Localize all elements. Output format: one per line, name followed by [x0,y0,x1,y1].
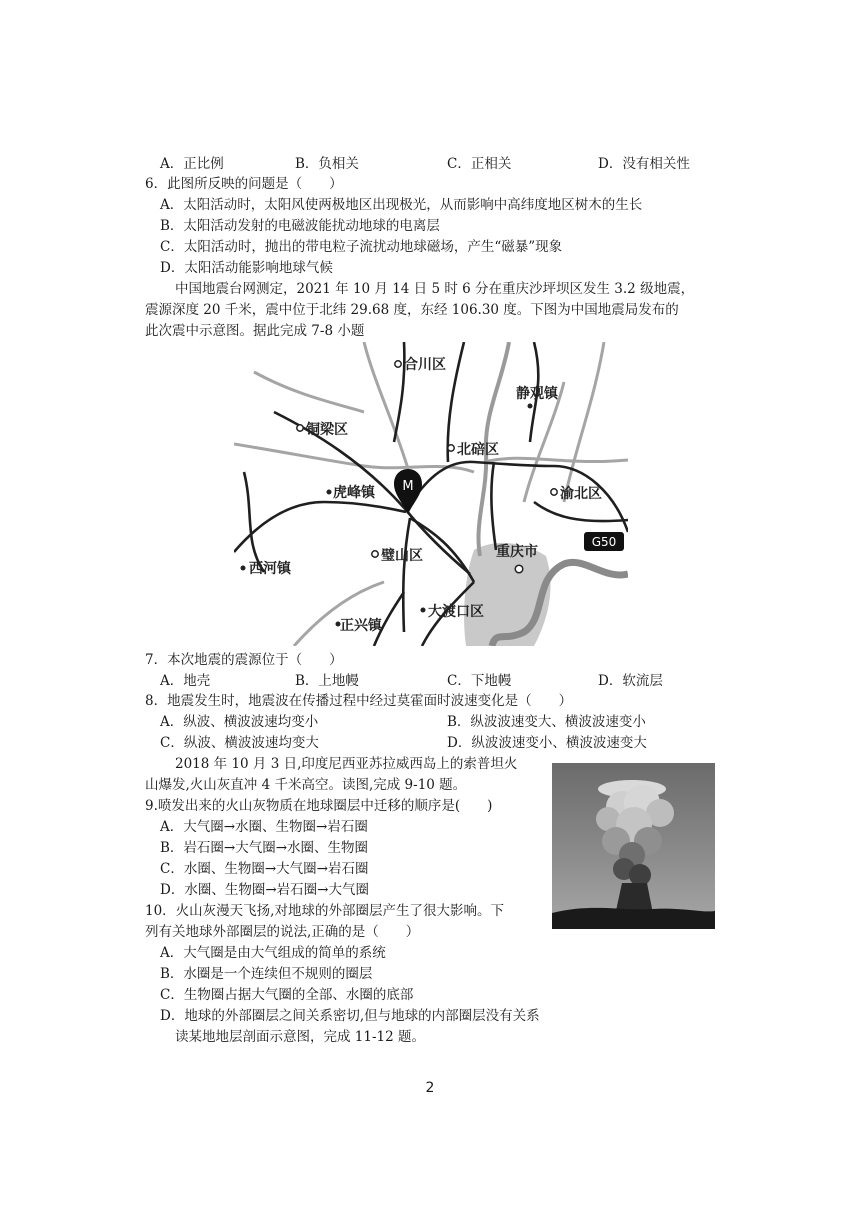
q5-option-a: A．正比例 [160,156,224,172]
map-label-jingguan: 静观镇 [516,386,558,402]
q7-option-b: B．上地幔 [295,673,359,689]
q8-option-b: B．纵波波速变大、横波波速变小 [447,714,646,730]
q6-option-b: B．太阳活动发射的电磁波能扰动地球的电离层 [160,218,440,234]
q10-option-d: D．地球的外部圈层之间关系密切,但与地球的内部圈层没有关系 [160,1008,540,1024]
q9-stem: 9.喷发出来的火山灰物质在地球圈层中迁移的顺序是( ) [145,798,493,814]
map-label-xihe: 西河镇 [249,561,291,577]
q6-stem: 6．此图所反映的问题是（ ） [145,176,343,192]
map-label-zhengxing: 正兴镇 [340,618,382,634]
q10-stem-line2: 列有关地球外部圈层的说法,正确的是（ ） [145,924,420,940]
q7-option-a: A．地壳 [160,673,211,689]
page-number: 2 [425,1080,435,1096]
map-label-hechuan: 合川区 [404,357,446,373]
map-label-tongliang: 铜梁区 [306,422,348,438]
volcano-photo-svg [552,763,715,929]
map-label-beibei: 北碚区 [457,442,499,458]
q5-option-c: C．正相关 [447,156,512,172]
q8-options-row2 [160,733,700,753]
q6-option-d: D．太阳活动能影响地球气候 [160,260,333,276]
map-label-yubei: 渝北区 [560,486,602,502]
q6-option-a: A．太阳活动时，太阳风使两极地区出现极光，从而影响中高纬度地区树木的生长 [160,197,643,213]
map-label-hufeng: 虎峰镇 [333,485,375,501]
q9-option-c: C．水圈、生物圈→大气圈→岩石圈 [160,861,369,877]
q8-stem: 8．地震发生时，地震波在传播过程中经过莫霍面时波速变化是（ ） [145,693,573,709]
q10-stem-line1: 10．火山灰漫天飞扬,对地球的外部圈层产生了很大影响。下 [145,903,504,919]
epicenter-map [234,342,628,646]
map-label-chongqing: 重庆市 [496,544,538,560]
volcano-eruption-photo [552,763,715,929]
q8-options-row1 [160,712,700,732]
intro-7-8-line1: 中国地震台网测定，2021 年 10 月 14 日 5 时 6 分在重庆沙坪坝区发生 3.2 级地震， [175,281,695,297]
epicenter-map-svg [234,342,628,646]
q9-option-a: A．大气圈→水圈、生物圈→岩石圈 [160,819,368,835]
q5-option-d: D．没有相关性 [598,156,690,172]
q9-option-b: B．岩石圈→大气圈→水圈、生物圈 [160,840,369,856]
intro-9-10-line2: 山爆发,火山灰直冲 4 千米高空。读图,完成 9-10 题。 [145,777,467,793]
q7-stem: 7．本次地震的震源位于（ ） [145,652,343,668]
q6-option-c: C．太阳活动时，抛出的带电粒子流扰动地球磁场，产生“磁暴”现象 [160,239,563,255]
intro-7-8-line3: 此次震中示意图。据此完成 7-8 小题 [145,323,365,339]
epicenter-marker-label: M [402,479,414,494]
map-label-bishan: 璧山区 [381,548,423,564]
q5-options [160,154,700,174]
q8-option-c: C．纵波、横波波速均变大 [160,735,319,751]
intro-9-10-line1: 2018 年 10 月 3 日,印度尼西亚苏拉威西岛上的索普坦火 [175,756,518,772]
intro-11-12: 读某地地层剖面示意图，完成 11-12 题。 [175,1029,426,1045]
q7-options [160,671,700,691]
q5-option-b: B．负相关 [295,156,359,172]
q8-option-a: A．纵波、横波波速均变小 [160,714,319,730]
intro-7-8-line2: 震源深度 20 千米，震中位于北纬 29.68 度，东经 106.30 度。下图为中国地震局发布的 [145,302,679,318]
q10-option-b: B．水圈是一个连续但不规则的圈层 [160,966,373,982]
q7-option-c: C．下地幔 [447,673,512,689]
q9-option-d: D．水圈、生物圈→岩石圈→大气圈 [160,882,369,898]
map-label-dadukou: 大渡口区 [428,604,484,620]
q7-option-d: D．软流层 [598,673,663,689]
g50-label: G50 [591,535,617,549]
q10-option-c: C．生物圈占据大气圈的全部、水圈的底部 [160,987,414,1003]
q8-option-d: D．纵波波速变小、横波波速变大 [447,735,647,751]
q10-option-a: A．大气圈是由大气组成的简单的系统 [160,945,386,961]
